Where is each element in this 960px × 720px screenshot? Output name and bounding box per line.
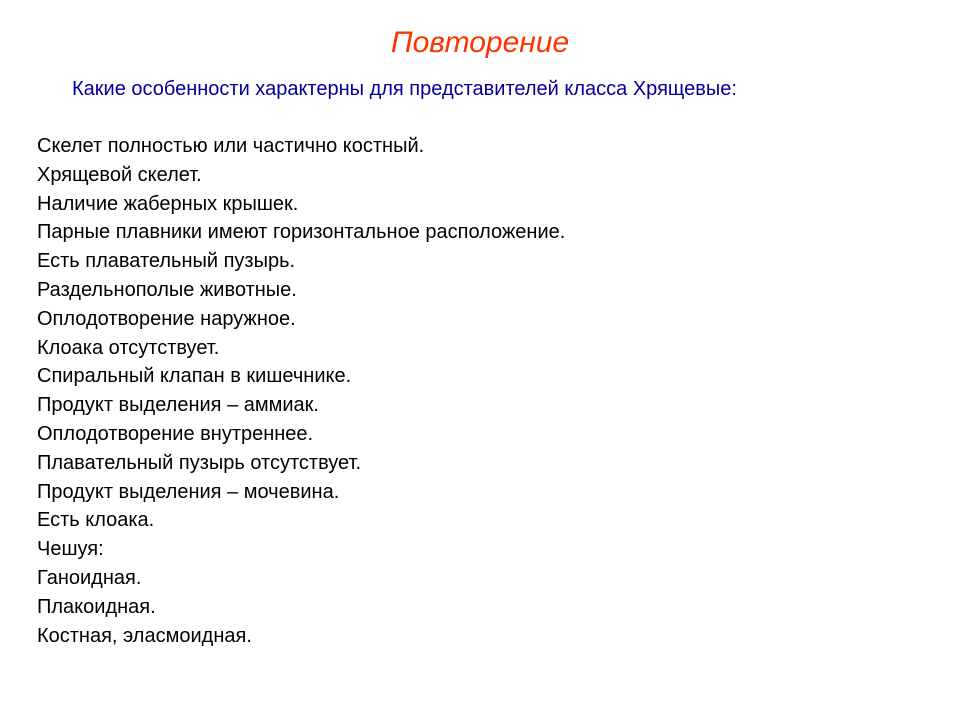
feature-list (37, 132, 565, 650)
list-item: Оплодотворение внутреннее. (37, 422, 314, 445)
list-item: Клоака отсутствует. (37, 336, 220, 359)
list-item: Продукт выделения – аммиак. (37, 394, 319, 417)
list-item: Раздельнополые животные. (37, 278, 297, 301)
list-item: Чешуя: (37, 538, 104, 561)
list-item: Есть клоака. (37, 509, 155, 532)
list-item: Ганоидная. (37, 566, 142, 589)
list-item: Спиральный клапан в кишечнике. (37, 365, 352, 388)
question-text: Какие особенности характерны для представителей класса Хрящевые: (72, 78, 737, 100)
list-item: Плакоидная. (37, 595, 156, 618)
list-item: Парные плавники имеют горизонтальное расположение. (37, 221, 566, 244)
list-item: Наличие жаберных крышек. (37, 192, 299, 215)
list-item: Хрящевой скелет. (37, 163, 202, 186)
list-item: Оплодотворение наружное. (37, 307, 296, 330)
list-item: Скелет полностью или частично костный. (37, 135, 425, 157)
list-item: Плавательный пузырь отсутствует. (37, 451, 361, 474)
slide-title: Повторение (390, 26, 570, 59)
list-item: Есть плавательный пузырь. (37, 250, 296, 273)
list-item: Костная, эласмоидная. (37, 624, 252, 647)
list-item: Продукт выделения – мочевина. (37, 480, 340, 503)
